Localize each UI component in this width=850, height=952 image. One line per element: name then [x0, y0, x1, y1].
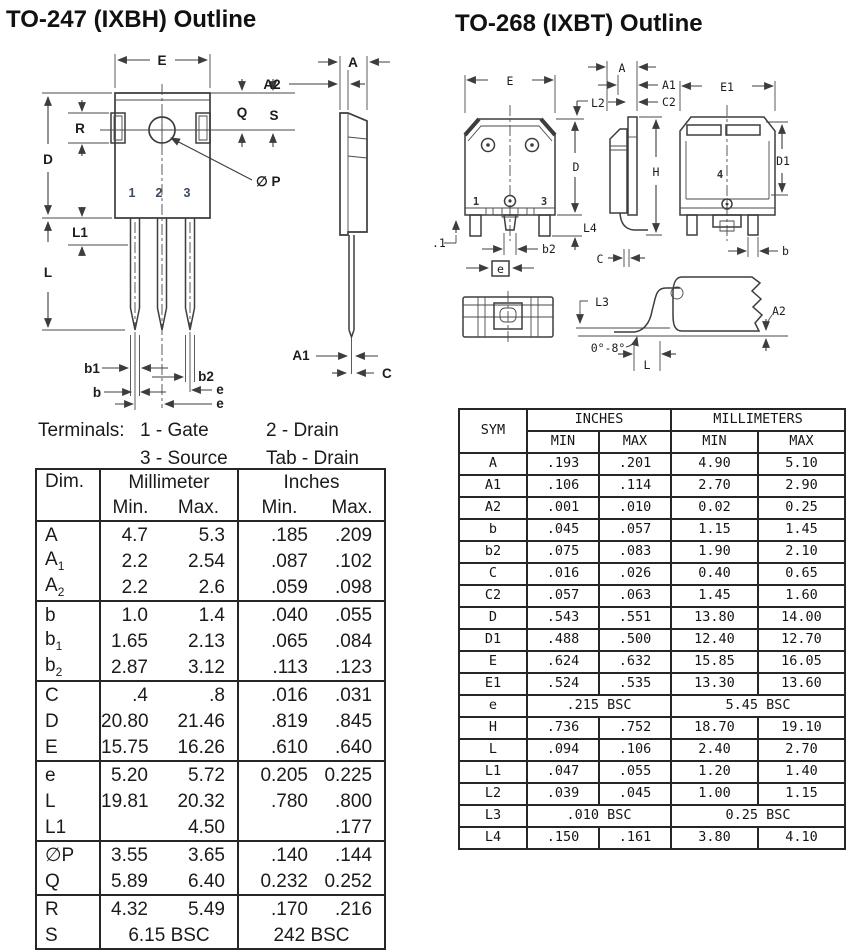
table-row	[36, 708, 385, 734]
mm-min: 2.70	[671, 475, 758, 497]
mm-min: 2.2	[121, 550, 148, 572]
dim-symbol: $A_1$	[36, 548, 100, 574]
dim-symbol: E	[36, 734, 100, 761]
mm-min: 5.20	[111, 764, 148, 786]
sym: L	[459, 739, 527, 761]
sym: E1	[459, 673, 527, 695]
page-title-to268: TO-268 (IXBT) Outline	[455, 10, 703, 37]
dim-symbol: A	[36, 521, 100, 548]
in-min: .087	[271, 550, 308, 572]
table-row	[459, 827, 845, 849]
dim-label-A2-side: A2	[263, 77, 281, 92]
mm-max: 1.4	[160, 601, 238, 628]
dimension-group	[36, 761, 385, 841]
dim-label-b1: b1	[84, 361, 100, 376]
mm-value: 5.45 BSC	[671, 695, 845, 717]
col-header-mm-max: Max.	[160, 495, 238, 521]
in-min: .543	[527, 607, 599, 629]
pin-number-4: 4	[716, 169, 724, 181]
table-row	[36, 922, 385, 949]
mm-min: .4	[132, 684, 148, 706]
in-min: .736	[527, 717, 599, 739]
in-max: .201	[599, 453, 671, 475]
in-min: .045	[527, 519, 599, 541]
in-min: .150	[527, 827, 599, 849]
in-min: 0.232	[260, 870, 308, 892]
dim-label-D: D	[43, 152, 53, 167]
mm-max: 1.45	[758, 519, 845, 541]
mm-max: 0.25	[758, 497, 845, 519]
dim-label-A1-side: A1	[292, 348, 310, 363]
in-min: .524	[527, 673, 599, 695]
col-header-in-max: Max.	[331, 497, 373, 518]
mm-min: 1.45	[671, 585, 758, 607]
mm-max: 2.10	[758, 541, 845, 563]
table-body	[459, 453, 845, 849]
in-min: .001	[527, 497, 599, 519]
mm-min: 0.02	[671, 497, 758, 519]
mm-min: 1.00	[671, 783, 758, 805]
dim-label-L2: L2	[591, 96, 605, 110]
in-max: .551	[599, 607, 671, 629]
dim-label-A: A	[618, 61, 626, 75]
terminals-note	[38, 420, 408, 471]
table-row	[459, 805, 845, 827]
dim-label-L4: L4	[583, 221, 597, 235]
dim-label-R: R	[75, 121, 85, 136]
table-row	[459, 497, 845, 519]
col-header-dim: Dim.	[36, 469, 100, 521]
sym: L3	[459, 805, 527, 827]
table-row	[36, 654, 385, 681]
table-row	[36, 761, 385, 788]
col-header-sym: SYM	[459, 409, 527, 453]
mm-min: 15.85	[671, 651, 758, 673]
dim-symbol: b	[36, 601, 100, 628]
in-min: .016	[271, 684, 308, 706]
mm-min: 1.65	[111, 630, 148, 652]
in-min: .610	[271, 736, 308, 758]
in-max: .055	[599, 761, 671, 783]
in-min: .065	[271, 630, 308, 652]
in-max: .098	[335, 576, 373, 598]
mm-min: 13.80	[671, 607, 758, 629]
table-row	[459, 629, 845, 651]
mm-min: 2.40	[671, 739, 758, 761]
in-value: .010 BSC	[527, 805, 671, 827]
mm-min: 13.30	[671, 673, 758, 695]
dim-label-S: S	[269, 108, 279, 123]
in-max: .144	[335, 844, 373, 866]
dim-label-L: L	[43, 265, 53, 280]
mm-min: 1.90	[671, 541, 758, 563]
in-min: .039	[527, 783, 599, 805]
in-min: .185	[271, 524, 308, 546]
sym: L1	[459, 761, 527, 783]
col-header-inches: INCHES	[527, 409, 671, 431]
mm-max: 2.54	[160, 548, 238, 574]
to247-dimension-table	[35, 468, 386, 950]
mm-max: 6.40	[160, 868, 238, 895]
pin-number-1: 1	[128, 186, 136, 200]
col-header-mm-min: MIN	[671, 431, 758, 453]
dim-label-H: H	[652, 165, 660, 179]
mm-max: 2.70	[758, 739, 845, 761]
mm-max: 5.10	[758, 453, 845, 475]
col-header-millimeters: MILLIMETERS	[671, 409, 845, 431]
in-value: 242 BSC	[273, 924, 350, 946]
sym: b	[459, 519, 527, 541]
mm-max: 3.12	[160, 654, 238, 681]
terminal-2-drain: 2 - Drain	[266, 420, 339, 441]
in-max: 0.225	[324, 764, 373, 786]
table-row	[36, 548, 385, 574]
dim-label-L1: .1	[432, 236, 446, 250]
dim-label-e-pitch-2: e	[216, 396, 224, 411]
mm-max: 16.05	[758, 651, 845, 673]
mm-max: 14.00	[758, 607, 845, 629]
dim-label-C2: C2	[662, 95, 676, 109]
sym: E	[459, 651, 527, 673]
mm-max: 21.46	[160, 708, 238, 734]
in-max: .031	[335, 684, 373, 706]
mm-min: 4.90	[671, 453, 758, 475]
mm-max: 5.72	[160, 761, 238, 788]
dim-label-A-side: A	[348, 55, 358, 70]
table-row	[459, 563, 845, 585]
mm-min: 1.0	[121, 604, 148, 626]
table-row	[36, 814, 385, 841]
col-header-in-max: MAX	[599, 431, 671, 453]
dim-label-E: E	[506, 74, 514, 88]
dim-symbol: R	[36, 895, 100, 922]
in-min: .170	[271, 898, 308, 920]
dim-label-A2-standoff: A2	[772, 304, 786, 318]
table-row	[36, 868, 385, 895]
mm-max: .8	[160, 681, 238, 708]
dim-label-D1: D1	[776, 154, 790, 168]
dim-label-e-datum: e	[497, 262, 504, 276]
col-header-mm-max: MAX	[758, 431, 845, 453]
in-max: 0.252	[324, 870, 373, 892]
mm-max: 20.32	[160, 788, 238, 814]
dim-symbol: ∅P	[36, 841, 100, 868]
dim-label-E1: E1	[720, 80, 734, 94]
dim-label-lead-angle: 0°-8°	[590, 341, 626, 355]
in-min: .106	[527, 475, 599, 497]
table-row	[459, 475, 845, 497]
pin-number-2: 2	[155, 186, 163, 200]
dim-symbol: L1	[36, 814, 100, 841]
dim-symbol: $b_2$	[36, 654, 100, 681]
dim-label-hole-diameter: ∅ P	[256, 174, 281, 189]
table-row	[459, 585, 845, 607]
mm-min: 18.70	[671, 717, 758, 739]
pin-number-3: 3	[183, 186, 191, 200]
in-max: .845	[335, 710, 373, 732]
mm-min: 4.7	[121, 524, 148, 546]
in-min: .059	[271, 576, 308, 598]
in-min: .624	[527, 651, 599, 673]
in-max: .216	[335, 898, 373, 920]
in-min: .113	[272, 656, 308, 678]
in-min: .057	[527, 585, 599, 607]
mm-max: 16.26	[160, 734, 238, 761]
table-row	[459, 651, 845, 673]
dim-label-C-side: C	[382, 366, 392, 381]
mm-max: 1.60	[758, 585, 845, 607]
in-max: .057	[599, 519, 671, 541]
sym: C	[459, 563, 527, 585]
table-row	[459, 695, 845, 717]
sym: e	[459, 695, 527, 717]
mm-max: 5.49	[160, 895, 238, 922]
in-min: .094	[527, 739, 599, 761]
dim-label-b2: b2	[542, 242, 556, 256]
mm-max: 1.40	[758, 761, 845, 783]
mm-max: 2.6	[160, 574, 238, 601]
table-row	[36, 628, 385, 654]
pin-number-1: 1	[472, 196, 480, 208]
in-max: .055	[335, 604, 373, 626]
mm-min: 4.32	[111, 898, 148, 920]
mm-min: 1.15	[671, 519, 758, 541]
mm-max: 1.15	[758, 783, 845, 805]
in-min: .819	[271, 710, 308, 732]
in-max: .123	[335, 656, 373, 678]
in-min: .780	[271, 790, 308, 812]
mm-value: 0.25 BSC	[671, 805, 845, 827]
dimension-group	[36, 521, 385, 601]
col-header-millimeter: Millimeter	[100, 469, 238, 495]
mm-min: 5.89	[111, 870, 148, 892]
dim-label-Q: Q	[236, 105, 248, 120]
mm-min	[100, 814, 160, 841]
to268-table-container	[458, 408, 846, 850]
table-row	[459, 541, 845, 563]
terminal-3-source: 3 - Source	[140, 447, 228, 469]
sym: D	[459, 607, 527, 629]
dim-label-D: D	[572, 160, 580, 174]
mm-min: 19.81	[101, 790, 149, 812]
mm-min: 2.87	[111, 656, 148, 678]
dimension-group	[36, 895, 385, 949]
to268-outline-drawing	[430, 45, 850, 405]
dimension-group	[36, 841, 385, 895]
sym: D1	[459, 629, 527, 651]
table-row	[459, 673, 845, 695]
dim-label-L3: L3	[595, 295, 609, 309]
table-row	[36, 788, 385, 814]
dim-symbol: $b_1$	[36, 628, 100, 654]
in-max: .752	[599, 717, 671, 739]
in-max: .083	[599, 541, 671, 563]
in-min: .140	[271, 844, 308, 866]
sym: A	[459, 453, 527, 475]
mm-max: 2.90	[758, 475, 845, 497]
in-max: .102	[335, 550, 373, 572]
sym: C2	[459, 585, 527, 607]
mm-min: 3.55	[111, 844, 148, 866]
in-min	[238, 814, 320, 841]
sym: A1	[459, 475, 527, 497]
mm-max: 2.13	[160, 628, 238, 654]
dim-label-L1: L1	[72, 225, 88, 240]
dim-label-C: C	[596, 252, 604, 266]
sym: A2	[459, 497, 527, 519]
dim-symbol: S	[36, 922, 100, 949]
col-header-mm-min: Min.	[112, 497, 149, 518]
to268-dimension-table	[458, 408, 846, 850]
dim-label-E: E	[157, 53, 167, 68]
in-max: .632	[599, 651, 671, 673]
dim-symbol: L	[36, 788, 100, 814]
dim-symbol: Q	[36, 868, 100, 895]
dim-symbol: D	[36, 708, 100, 734]
in-max: .177	[335, 816, 373, 838]
pin-number-3: 3	[540, 196, 548, 208]
mm-min: 3.80	[671, 827, 758, 849]
sym: b2	[459, 541, 527, 563]
in-min: .488	[527, 629, 599, 651]
dim-label-b: b	[92, 385, 102, 400]
table-row	[459, 519, 845, 541]
mm-max: 19.10	[758, 717, 845, 739]
dim-label-A1: A1	[662, 78, 676, 92]
table-row	[459, 739, 845, 761]
in-min: .193	[527, 453, 599, 475]
table-row	[36, 521, 385, 548]
in-max: .063	[599, 585, 671, 607]
dim-label-b: b	[782, 244, 789, 258]
table-row	[459, 761, 845, 783]
mm-max: 3.65	[160, 841, 238, 868]
in-min: .040	[271, 604, 308, 626]
mm-min: 15.75	[101, 736, 149, 758]
sym: L4	[459, 827, 527, 849]
table-row	[36, 841, 385, 868]
in-min: .047	[527, 761, 599, 783]
sym: L2	[459, 783, 527, 805]
terminal-1-gate: 1 - Gate	[140, 420, 209, 441]
mm-min: 12.40	[671, 629, 758, 651]
table-row	[36, 574, 385, 601]
table-row	[459, 607, 845, 629]
in-max: .209	[335, 524, 373, 546]
in-max: .640	[335, 736, 373, 758]
in-value: .215 BSC	[527, 695, 671, 717]
table-row	[459, 453, 845, 475]
mm-min: 1.20	[671, 761, 758, 783]
mm-max: 4.10	[758, 827, 845, 849]
in-max: .045	[599, 783, 671, 805]
sym: H	[459, 717, 527, 739]
table-header	[36, 469, 385, 521]
in-min: .016	[527, 563, 599, 585]
mm-max: 5.3	[160, 521, 238, 548]
mm-value: 6.15 BSC	[100, 922, 238, 949]
terminal-tab-drain: Tab - Drain	[266, 447, 359, 469]
to247-table-container	[35, 468, 386, 950]
table-row	[36, 895, 385, 922]
mm-max: 13.60	[758, 673, 845, 695]
in-max: .106	[599, 739, 671, 761]
in-max: .026	[599, 563, 671, 585]
table-row	[36, 681, 385, 708]
table-row	[459, 717, 845, 739]
dim-label-e-pitch-1: e	[216, 382, 224, 397]
mm-max: 12.70	[758, 629, 845, 651]
in-min: 0.205	[260, 764, 308, 786]
dimension-group	[36, 681, 385, 761]
in-max: .084	[335, 630, 373, 652]
mm-min: 0.40	[671, 563, 758, 585]
dim-symbol: C	[36, 681, 100, 708]
mm-min: 2.2	[121, 576, 148, 598]
dimension-group	[36, 601, 385, 681]
table-row	[36, 601, 385, 628]
table-header	[459, 409, 845, 453]
in-max: .535	[599, 673, 671, 695]
mm-min: 20.80	[101, 710, 149, 732]
in-max: .010	[599, 497, 671, 519]
col-header-in-min: MIN	[527, 431, 599, 453]
to247-outline-drawing	[0, 40, 430, 418]
table-row	[459, 783, 845, 805]
dim-label-L-foot: L	[643, 358, 651, 372]
dim-symbol: e	[36, 761, 100, 788]
page-title-to247: TO-247 (IXBH) Outline	[6, 6, 257, 33]
terminals-label: Terminals:	[38, 420, 125, 441]
in-max: .500	[599, 629, 671, 651]
table-row	[36, 734, 385, 761]
in-max: .161	[599, 827, 671, 849]
mm-max: 0.65	[758, 563, 845, 585]
dim-label-b2: b2	[198, 369, 214, 384]
col-header-inches: Inches	[283, 472, 340, 493]
in-min: .075	[527, 541, 599, 563]
in-max: .114	[599, 475, 671, 497]
mm-max: 4.50	[160, 814, 238, 841]
col-header-in-min: Min.	[261, 497, 298, 518]
dim-symbol: $A_2$	[36, 574, 100, 601]
in-max: .800	[335, 790, 373, 812]
